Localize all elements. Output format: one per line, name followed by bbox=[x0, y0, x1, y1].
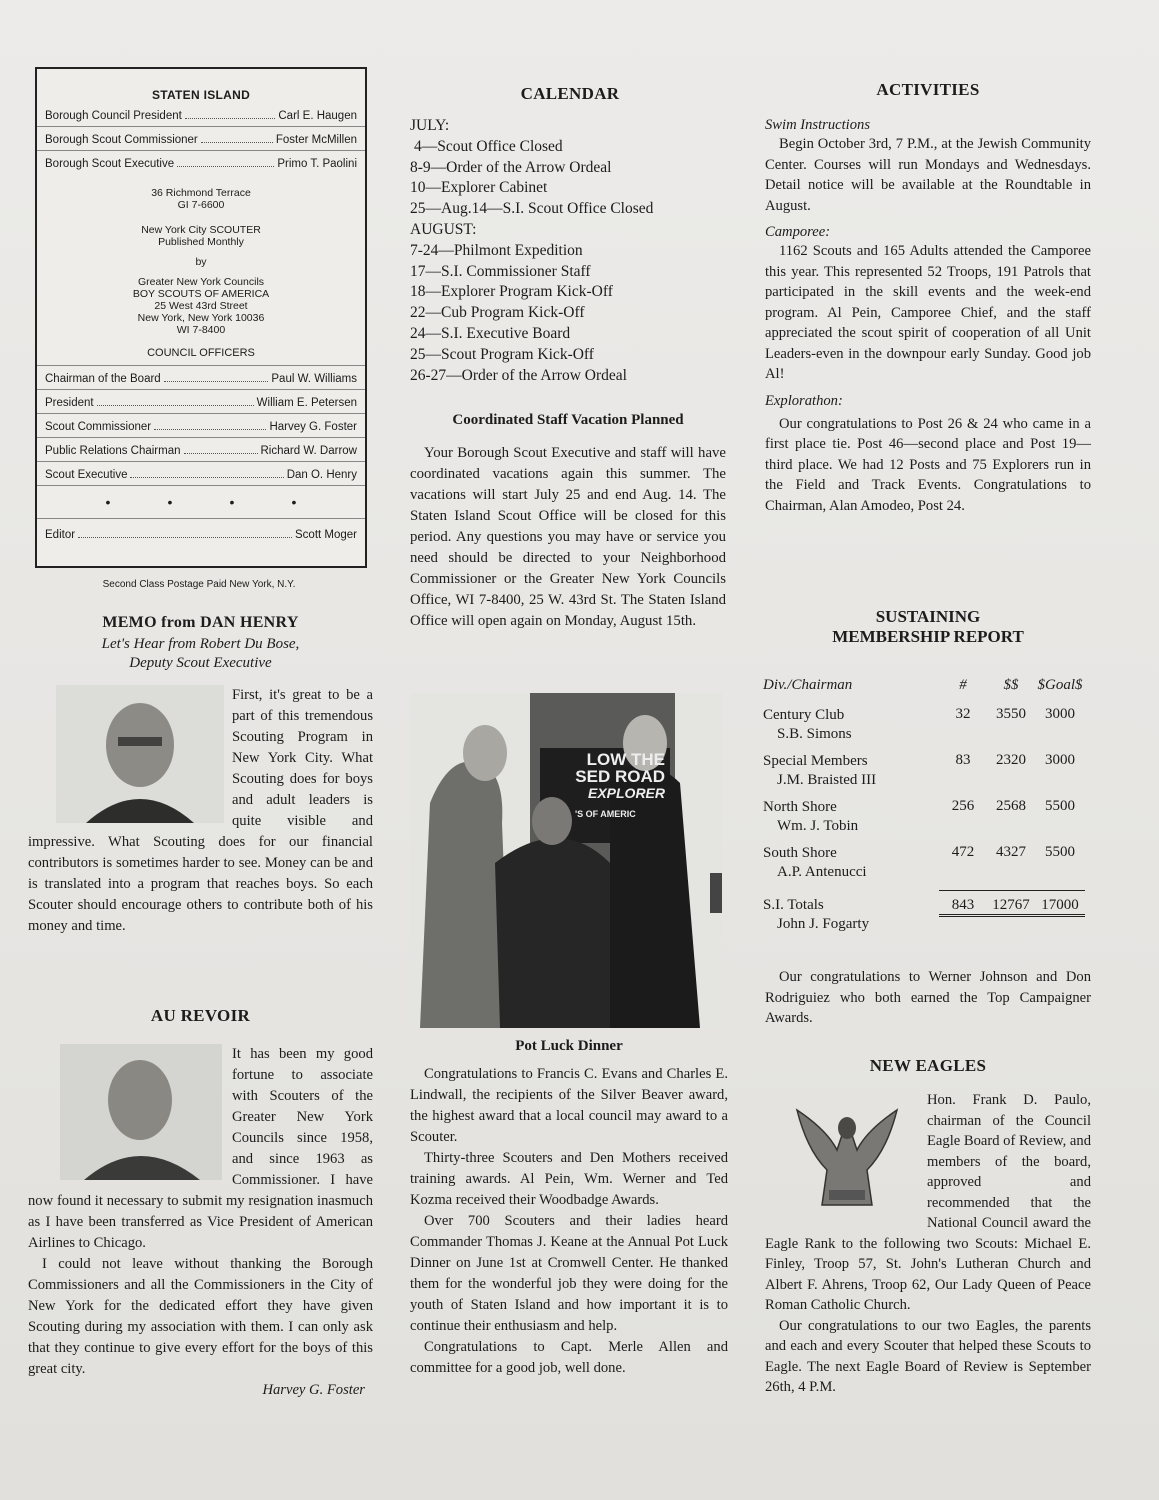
calendar-list bbox=[410, 116, 730, 386]
table-header-row: Div./Chairman # $$ $Goal$ bbox=[763, 677, 1083, 693]
memo-section bbox=[28, 614, 373, 937]
officer-line: Chairman of the Board Paul W. Williams bbox=[37, 373, 365, 390]
calendar-item: 7-24—Philmont Expedition bbox=[410, 241, 583, 259]
masthead-line: Borough Scout Commissioner Foster McMillen bbox=[37, 134, 365, 151]
officers-title: COUNCIL OFFICERS bbox=[37, 347, 365, 366]
eagles-title: NEW EAGLES bbox=[869, 1056, 987, 1075]
vacation-section bbox=[410, 412, 726, 632]
calendar-item: 4—Scout Office Closed bbox=[414, 137, 563, 155]
memo-text: First, it's great to be a part of this tremendous Scouting Program in New York City. What Scouting does for boys and adult leaders is quite visible and impressive. What Scouting does for our financial contributors is sometimes harder to see. Money can be and is translated into a program that reaches boys. So each Scouter should encourage others to contribute both of his money and time. bbox=[28, 687, 373, 934]
potluck-p4: Congratulations to Capt. Merle Allen and committee for a good job, well done. bbox=[410, 1339, 728, 1376]
camporee-text: 1162 Scouts and 165 Adults attended the Camporee this year. This represented 52 Troops, 191 Patrols that participated in the skill events and the week-end program. Al Pein, Camporee Chief, and the staff appreciated the scout spirit of cooperation of all Unit Leaders-even in the downpour early Sunday. Good job Al! bbox=[765, 243, 1091, 382]
eagles-p2: Our congratulations to our two Eagles, the parents and each and every Scouter that helped these Scouts to Eagle. The next Eagle Board of Review is September 26th, 4 P.M. bbox=[765, 1317, 1091, 1395]
table-row: South Shore A.P. Antenucci 472 4327 5500 bbox=[763, 844, 1085, 890]
sustaining-table bbox=[763, 677, 1085, 934]
calendar-item: JULY: bbox=[410, 117, 450, 134]
dan-henry-portrait bbox=[56, 685, 224, 823]
award-ceremony-photo-icon bbox=[410, 693, 722, 1028]
table-total-row: S.I. Totals John J. Fogarty 843 12767 17000 bbox=[763, 890, 1085, 934]
vacation-title: Coordinated Staff Vacation Planned bbox=[452, 412, 684, 428]
explorathon-text: Our congratulations to Post 26 & 24 who came in a first place tie. Post 46—second place and Post 19—third place. We had 12 Posts and 75 Explorers run in the Field and Track Events. Congratulations to Chairman, Alan Amodeo, Post 24. bbox=[765, 415, 1091, 514]
aurevoir-section bbox=[28, 1006, 373, 1401]
editor-line: Editor Scott Moger bbox=[37, 518, 365, 545]
council-address: Greater New York Councils BOY SCOUTS OF AMERICA 25 West 43rd Street New York, New York 10036 WI 7-8400 bbox=[132, 276, 270, 336]
calendar-item: 18—Explorer Program Kick-Off bbox=[410, 283, 613, 301]
portrait-icon bbox=[56, 685, 224, 823]
calendar-item: 10—Explorer Cabinet bbox=[410, 179, 548, 197]
potluck-title: Pot Luck Dinner bbox=[515, 1038, 623, 1054]
calendar-item: 25—Aug.14—S.I. Scout Office Closed bbox=[410, 200, 654, 218]
postage-notice: Second Class Postage Paid New York, N.Y. bbox=[102, 579, 296, 590]
top-campaigner-text: Our congratulations to Werner Johnson and Don Rodriguiez who both earned the Top Campaigner Awards. bbox=[765, 969, 1091, 1026]
pot-luck-photo bbox=[410, 693, 722, 1028]
aurevoir-p2: I could not leave without thanking the Borough Commissioners and all the Commissioners in the City of New York for the dedicated effort they have given Scouting during my association with them. I can only ask that they continue to give every effort for the boys of this great city. bbox=[28, 1256, 373, 1377]
eagles-p1: Hon. Frank D. Paulo, chairman of the Council Eagle Board of Review, and members of the board, approved and recommended that the National Council award the Eagle Rank to the following two Scouts: Michael E. Finley, Troop 57, St. John's Lutheran Church and Albert F. Ahrens, Troop 62, Our Lady Queen of Peace Roman Catholic Church. bbox=[765, 1092, 1091, 1313]
harvey-foster-portrait bbox=[60, 1044, 222, 1180]
portrait-icon bbox=[60, 1044, 222, 1180]
table-row: Century Club S.B. Simons 32 3550 3000 bbox=[763, 706, 1075, 742]
calendar-item: 25—Scout Program Kick-Off bbox=[410, 345, 594, 363]
memo-subtitle: Let's Hear from Robert Du Bose, Deputy Scout Executive bbox=[101, 636, 300, 671]
aurevoir-p1: It has been my good fortune to associate with Scouters of the Greater New York Councils since 1958, and since 1963 as Commissioner. I have now found it necessary to submit my resignation inasmuch as I have been transferred as Vice President of American Airlines to Chicago. bbox=[28, 1046, 373, 1251]
eagle-emblem bbox=[777, 1090, 917, 1214]
camporee-heading: Camporee: bbox=[765, 224, 831, 240]
calendar-item: 22—Cub Program Kick-Off bbox=[410, 304, 585, 322]
calendar-item: 17—S.I. Commissioner Staff bbox=[410, 262, 591, 280]
swim-text: Begin October 3rd, 7 P.M., at the Jewish Community Center. Courses will run Mondays and Wednesdays. Detail notice will be available at the Roundtable in August. bbox=[765, 136, 1091, 214]
eagles-section bbox=[765, 1056, 1091, 1398]
potluck-section bbox=[410, 1038, 728, 1379]
activities-section bbox=[765, 80, 1091, 516]
potluck-p3: Over 700 Scouters and their ladies heard Commander Thomas J. Keane at the Annual Pot Luck Dinner on June 1st at Cromwell Center. He thanked them for the wonderful job they were doing for the youth of Staten Island and how important it is to continue their enthusiasm and help. bbox=[410, 1213, 728, 1334]
calendar-section bbox=[410, 84, 730, 386]
potluck-p1: Congratulations to Francis C. Evans and Charles E. Lindwall, the recipients of the Silver Beaver award, the highest award that a local council may award to a Scouter. bbox=[410, 1066, 728, 1145]
vacation-text: Your Borough Scout Executive and staff will have coordinated vacations again this summer. The vacations will start July 25 and end Aug. 14. The Staten Island Scout Office will be closed for this period. Any questions you may have or service you need should be directed to your Neighborhood Commissioner or the Greater New York Councils Office, WI 7-8400, 25 W. 43rd St. The Staten Island Office will open again on Monday, August 15th. bbox=[410, 445, 726, 629]
publication-info: New York City SCOUTER Published Monthly by bbox=[141, 224, 261, 268]
eagle-icon bbox=[777, 1090, 917, 1214]
aurevoir-signature: Harvey G. Foster bbox=[262, 1382, 365, 1398]
swim-heading: Swim Instructions bbox=[765, 117, 870, 133]
masthead-line: Borough Scout Executive Primo T. Paolini bbox=[45, 158, 357, 170]
officer-line: President William E. Petersen bbox=[37, 397, 365, 414]
aurevoir-title: AU REVOIR bbox=[150, 1006, 251, 1025]
masthead-box bbox=[35, 67, 367, 568]
explorathon-heading: Explorathon: bbox=[765, 392, 843, 409]
potluck-p2: Thirty-three Scouters and Den Mothers received training awards. Al Pein, Wm. Werner and Ted Kozma received their Woodbadge Awards. bbox=[410, 1150, 728, 1208]
officer-line: Scout Commissioner Harvey G. Foster bbox=[37, 421, 365, 438]
activities-title: ACTIVITIES bbox=[876, 80, 980, 99]
photo-sign-text: LOW THE SED ROAD EXPLORER 'S OF AMERIC bbox=[575, 750, 665, 819]
calendar-item: 8-9—Order of the Arrow Ordeal bbox=[410, 158, 612, 176]
officer-line: Scout Executive Dan O. Henry bbox=[37, 469, 365, 486]
officer-line: Public Relations Chairman Richard W. Darrow bbox=[37, 445, 365, 462]
table-row: North Shore Wm. J. Tobin 256 2568 5500 bbox=[763, 798, 1075, 834]
calendar-item: 26-27—Order of the Arrow Ordeal bbox=[410, 366, 627, 384]
masthead-title: STATEN ISLAND bbox=[151, 88, 251, 102]
masthead-line: Borough Council President Carl E. Haugen bbox=[37, 110, 365, 127]
calendar-item: AUGUST: bbox=[410, 220, 477, 238]
sustaining-title: SUSTAINING MEMBERSHIP REPORT bbox=[832, 607, 1024, 646]
memo-title: MEMO from DAN HENRY bbox=[102, 614, 299, 631]
office-address: 36 Richmond Terrace GI 7-6600 bbox=[151, 187, 251, 211]
calendar-item: 24—S.I. Executive Board bbox=[410, 324, 571, 342]
calendar-title: CALENDAR bbox=[520, 84, 620, 103]
table-row: Special Members J.M. Braisted III 83 2320 3000 bbox=[763, 752, 1075, 788]
bullet-divider: • • • • bbox=[105, 494, 297, 510]
